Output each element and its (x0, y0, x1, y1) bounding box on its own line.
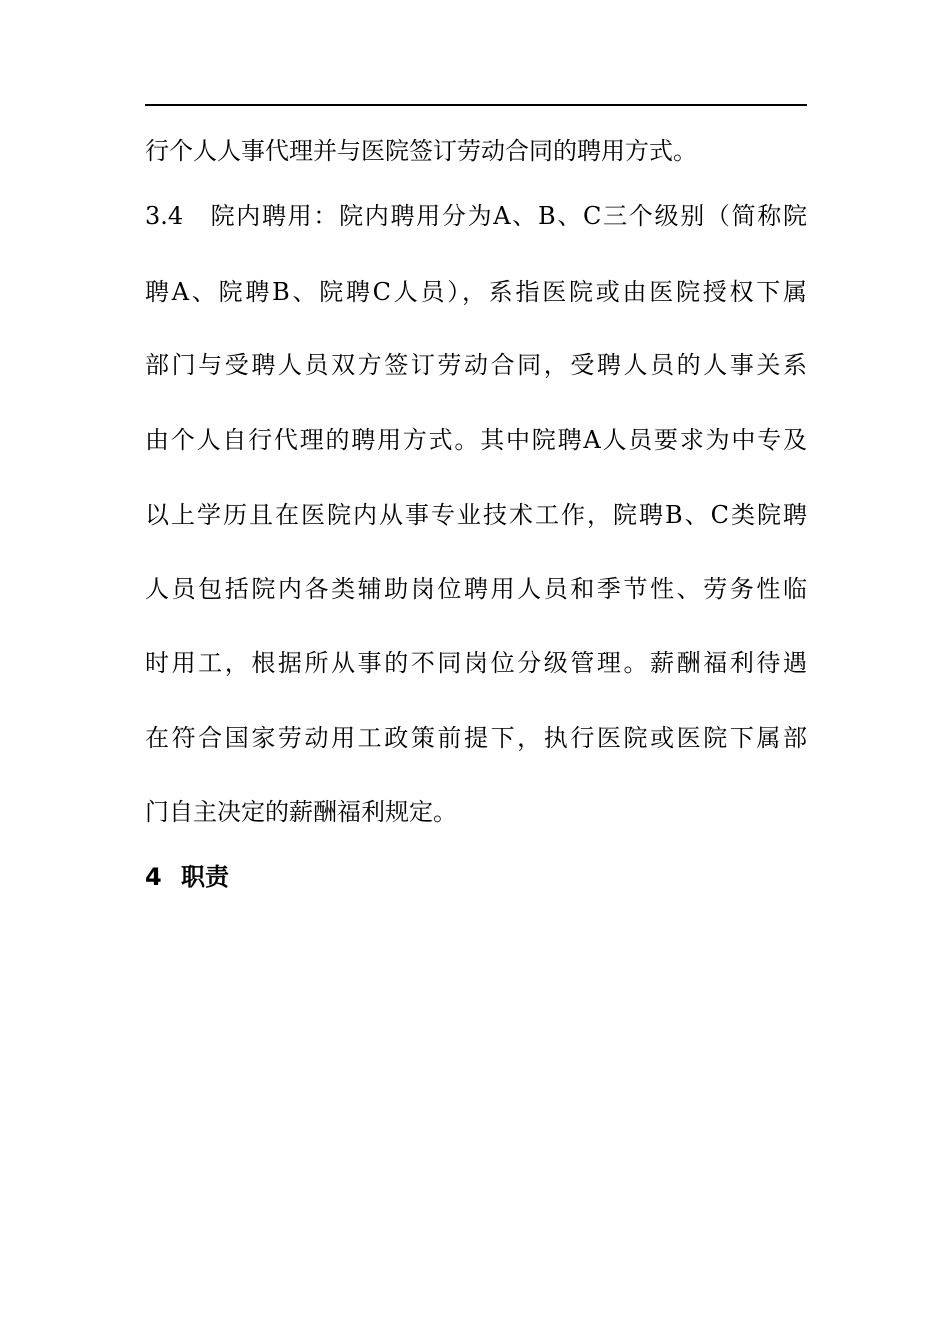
section-3-4-line-3: 部门与受聘人员双方签订劳动合同，受聘人员的人事关系 (145, 351, 807, 379)
section-4-heading (145, 862, 229, 892)
section-4-title: 职责 (181, 863, 229, 891)
section-4-number: 4 (145, 863, 162, 891)
section-3-4-line-5: 以上学历且在医院内从事专业技术工作，院聘B、C类院聘 (145, 501, 807, 529)
section-3-4-line-8: 在符合国家劳动用工政策前提下，执行医院或医院下属部 (145, 724, 807, 752)
section-3-4-line-2: 聘A、院聘B、院聘C人员），系指医院或由医院授权下属 (145, 278, 807, 306)
continuation-line: 行个人人事代理并与医院签订劳动合同的聘用方式。 (145, 137, 697, 165)
header-rule (145, 104, 807, 106)
section-3-4-line-4: 由个人自行代理的聘用方式。其中院聘A人员要求为中专及 (145, 426, 807, 454)
section-3-4-line-7: 时用工，根据所从事的不同岗位分级管理。薪酬福利待遇 (145, 649, 807, 677)
section-3-4-line-6: 人员包括院内各类辅助岗位聘用人员和季节性、劳务性临 (145, 575, 807, 603)
section-3-4-line-1: 3.4 院内聘用：院内聘用分为A、B、C三个级别（简称院 (145, 202, 807, 230)
section-3-4-line-9: 门自主决定的薪酬福利规定。 (145, 798, 457, 826)
